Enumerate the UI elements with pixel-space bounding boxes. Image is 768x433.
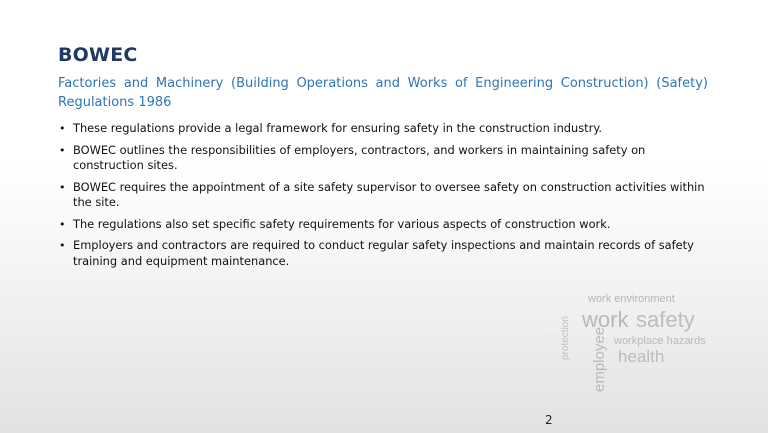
bullet-text: Employers and contractors are required to conduct regular safety inspections and maintain records of safety training and equipment maintenance. — [73, 238, 694, 268]
bullet-dot-icon: • — [59, 217, 66, 231]
svg-text:· · · · · · · · ·: · · · · · · · · · — [542, 308, 569, 314]
svg-text:· · · · · · · ·: · · · · · · · · — [542, 333, 566, 339]
bullet-text: The regulations also set specific safety requirements for various aspects of construction work. — [73, 216, 611, 231]
svg-text:· · · · · ·: · · · · · · — [710, 338, 727, 344]
bullet-dot-icon: • — [59, 122, 66, 135]
bullet-text: BOWEC requires the appointment of a site safety supervisor to oversee safety on construction activities within the site. — [73, 179, 705, 209]
word-cloud-word: employee — [591, 326, 608, 392]
word-cloud-word: work — [582, 307, 629, 332]
word-cloud-word: workplace hazards — [614, 335, 706, 347]
svg-text:· · · · · · · ·: · · · · · · · · — [542, 366, 566, 372]
bullet-item — [58, 180, 718, 211]
bullet-dot-icon: • — [59, 239, 66, 252]
word-cloud-word: work environment — [588, 293, 675, 305]
page-number: 2 — [545, 413, 553, 427]
svg-text:· · · · ·: · · · · · — [715, 298, 729, 304]
bullet-item — [58, 217, 718, 233]
bullet-text: These regulations provide a legal framework for ensuring safety in the construction industry. — [73, 121, 603, 135]
bullet-list — [58, 121, 718, 275]
slide-subtitle: Factories and Machinery (Building Operations and Works of Engineering Construction) (Safety) Regulations 1986 — [58, 76, 708, 110]
word-cloud-word: safety — [636, 307, 695, 332]
bullet-item — [58, 143, 718, 174]
word-cloud-word: health — [618, 347, 665, 366]
word-cloud-word: protection — [560, 316, 571, 360]
bullet-text: BOWEC outlines the responsibilities of employers, contractors, and workers in maintaining safety on construction sites. — [73, 142, 646, 172]
bullet-item — [58, 238, 718, 269]
svg-text:· · · · · · · · · ·: · · · · · · · · · · — [600, 390, 630, 396]
bullet-dot-icon: • — [59, 143, 66, 157]
bullet-dot-icon: • — [59, 180, 66, 194]
safety-word-cloud-image — [540, 282, 750, 402]
slide-title: BOWEC — [58, 44, 138, 66]
svg-text:· · · · · ·: · · · · · · — [690, 366, 707, 372]
bullet-item — [58, 121, 718, 137]
